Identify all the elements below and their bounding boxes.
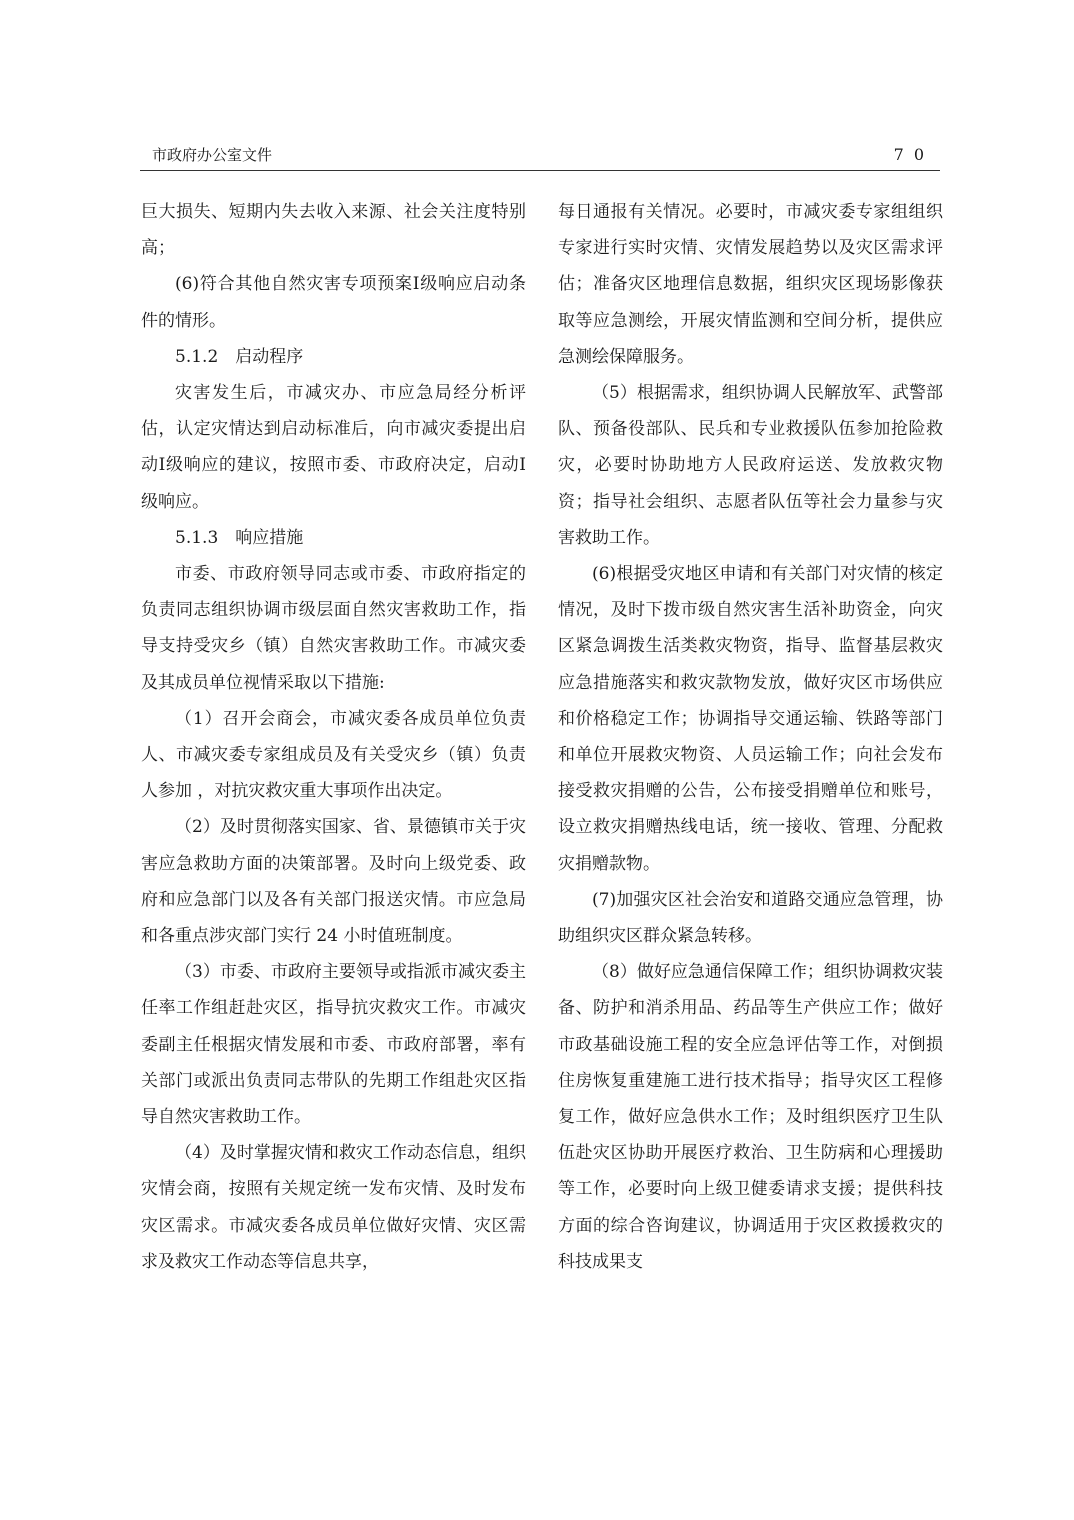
right-column bbox=[558, 194, 943, 1280]
paragraph: （5）根据需求，组织协调人民解放军、武警部队、预备役部队、民兵和专业救援队伍参加抢险救灾，必要时协助地方人民政府运送、发放救灾物资；指导社会组织、志愿者队伍等社会力量参与灾害救助工作。 bbox=[558, 383, 943, 548]
paragraph: 市委、市政府领导同志或市委、市政府指定的负责同志组织协调市级层面自然灾害救助工作，指导支持受灾乡（镇）自然灾害救助工作。市减灾委及其成员单位视情采取以下措施: bbox=[141, 564, 526, 693]
paragraph: （1）召开会商会，市减灾委各成员单位负责人、市减灾委专家组成员及有关受灾乡（镇）负责人参加 ，对抗灾救灾重大事项作出决定。 bbox=[141, 708, 526, 802]
paragraph: (7)加强灾区社会治安和道路交通应急管理，协助组织灾区群众紧急转移。 bbox=[558, 889, 943, 947]
paragraph: 灾害发生后，市减灾办、市应急局经分析评估，认定灾情达到启动标准后，向市减灾委提出启动Ⅰ级响应的建议，按照市委、市政府决定，启动Ⅰ级响应。 bbox=[141, 383, 526, 512]
section-heading: 5.1.2 启动程序 bbox=[175, 346, 304, 367]
document-title: 市政府办公室文件 bbox=[152, 146, 273, 164]
paragraph: （4）及时掌握灾情和救灾工作动态信息，组织灾情会商，按照有关规定统一发布灾情、及时发布灾区需求。市减灾委各成员单位做好灾情、灾区需求及救灾工作动态等信息共享， bbox=[141, 1143, 526, 1272]
left-column bbox=[141, 194, 526, 1280]
paragraph: 巨大损失、短期内失去收入来源、社会关注度特别高； bbox=[141, 202, 526, 259]
section-heading: 5.1.3 响应措施 bbox=[175, 527, 304, 548]
paragraph: (6)符合其他自然灾害专项预案Ⅰ级响应启动条件的情形。 bbox=[141, 274, 526, 331]
page-header bbox=[140, 144, 940, 171]
paragraph: （8）做好应急通信保障工作；组织协调救灾装备、防护和消杀用品、药品等生产供应工作；做好市政基础设施工程的安全应急评估等工作，对倒损住房恢复重建施工进行技术指导；指导灾区工程修复工作，做好应急供水工作；及时组织医疗卫生队伍赴灾区协助开展医疗救治、卫生防病和心理援助等工作，必要时向上级卫健委请求支援；提供科技方面的综合咨询建议，协调适用于灾区救援救灾的科技成果支 bbox=[558, 962, 943, 1272]
page-number: 70 bbox=[893, 145, 934, 164]
paragraph: （3）市委、市政府主要领导或指派市减灾委主任率工作组赶赴灾区，指导抗灾救灾工作。市减灾委副主任根据灾情发展和市委、市政府部署，率有关部门或派出负责同志带队的先期工作组赴灾区指导自然灾害救助工作。 bbox=[141, 962, 526, 1128]
paragraph: （2）及时贯彻落实国家、省、景德镇市关于灾害应急救助方面的决策部署。及时向上级党委、政府和应急部门以及各有关部门报送灾情。市应急局和各重点涉灾部门实行 24 小时值班制度。 bbox=[141, 817, 526, 947]
paragraph: (6)根据受灾地区申请和有关部门对灾情的核定情况，及时下拨市级自然灾害生活补助资金，向灾区紧急调拨生活类救灾物资，指导、监督基层救灾应急措施落实和救灾款物发放，做好灾区市场供应和价格稳定工作；协调指导交通运输、铁路等部门和单位开展救灾物资、人员运输工作；向社会发布接受救灾捐赠的公告，公布接受捐赠单位和账号，设立救灾捐赠热线电话，统一接收、管理、分配救灾捐赠款物。 bbox=[558, 564, 943, 874]
paragraph: 每日通报有关情况。必要时，市减灾委专家组组织专家进行实时灾情、灾情发展趋势以及灾区需求评估；准备灾区地理信息数据，组织灾区现场影像获取等应急测绘，开展灾情监测和空间分析，提供应急测绘保障服务。 bbox=[558, 202, 943, 367]
